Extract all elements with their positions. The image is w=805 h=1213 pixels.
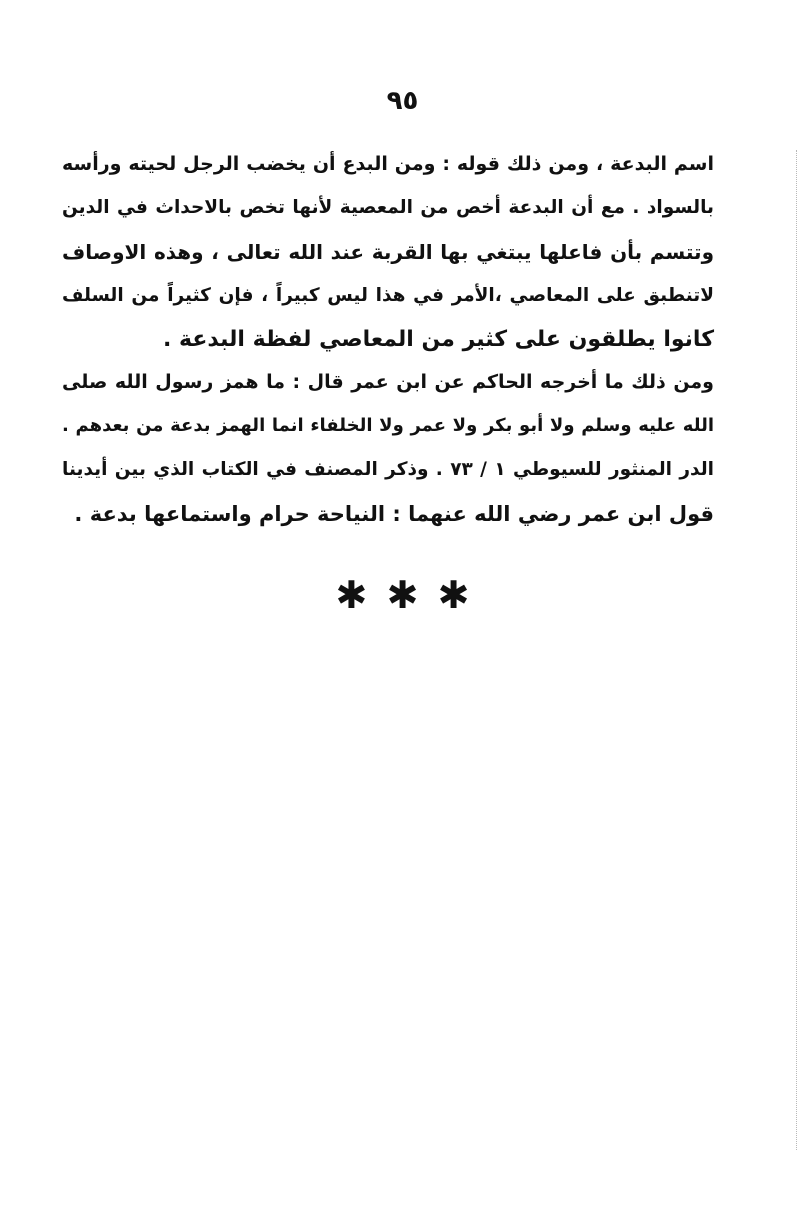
paragraph-2-line-4: قول ابن عمر رضي الله عنهما : النياحة حرام واستماعها بدعة . [74,502,714,526]
asterisk-icon: ✱ [437,573,470,617]
paragraph-2-line-1: ومن ذلك ما أخرجه الحاكم عن ابن عمر قال : ما همز رسول الله صلى [62,371,714,393]
asterisk-icon: ✱ [335,573,368,617]
paragraph-2-line-2: الله عليه وسلم ولا أبو بكر ولا عمر ولا الخلفاء انما الهمز بدعة من بعدهم . [62,415,714,436]
paragraph-1-line-1: اسم البدعة ، ومن ذلك قوله : ومن البدع أن يخضب الرجل لحيته ورأسه [62,153,714,175]
asterisk-icon: ✱ [386,573,419,617]
paragraph-2-line-3: الدر المنثور للسيوطي ١ / ٧٣ . وذكر المصنف في الكتاب الذي بين أيدينا [62,459,715,480]
section-separator [0,572,805,618]
paragraph-1-line-5: كانوا يطلقون على كثير من المعاصي لفظة البدعة . [163,327,714,352]
paragraph-1 [62,142,714,362]
paragraph-1-line-4: لاتنطبق على المعاصي ،الأمر في هذا ليس كبيراً ، فإن كثيراً من السلف [62,285,714,306]
paragraph-1-line-2: بالسواد . مع أن البدعة أخص من المعصية لأنها تخص بالاحداث في الدين [62,197,714,218]
page-edge-line [796,150,797,1150]
paragraph-2 [62,360,714,536]
paragraph-1-line-3: وتتسم بأن فاعلها يبتغي بها القربة عند الله تعالى ، وهذه الاوصاف [62,240,714,264]
page-number: ٩٥ [386,86,419,116]
